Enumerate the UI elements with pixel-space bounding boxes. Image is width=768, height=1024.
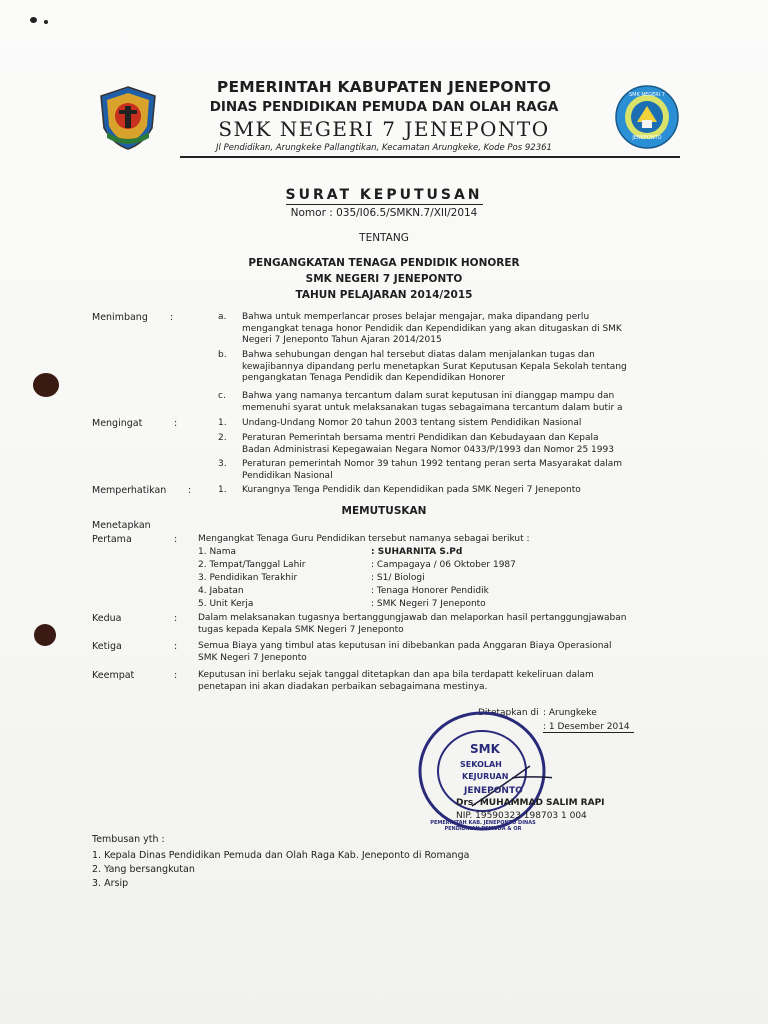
ditetapkan-value: : Arungkeke bbox=[543, 708, 597, 718]
keempat-label: Keempat bbox=[92, 670, 135, 681]
menimbang-label: Menimbang bbox=[92, 312, 148, 323]
tentang-label: TENTANG bbox=[359, 232, 409, 244]
document-number: Nomor : 035/I06.5/SMKN.7/XII/2014 bbox=[290, 207, 478, 219]
letterhead-divider bbox=[180, 156, 680, 158]
pertama-text: Mengangkat Tenaga Guru Pendidikan tersebut namanya sebagai berikut : bbox=[198, 534, 530, 544]
tembusan-label: Tembusan yth : bbox=[92, 834, 165, 845]
field-label-pendidikan: 3. Pendidikan Terakhir bbox=[198, 573, 298, 583]
colon: : bbox=[174, 613, 178, 624]
pertama-label: Pertama bbox=[92, 534, 132, 545]
stamp-center-4: JENEPONTO bbox=[464, 786, 523, 796]
text-line: SMK Negeri 7 Jeneponto bbox=[198, 652, 307, 663]
colon: : bbox=[170, 312, 174, 323]
menimbang-item-c bbox=[242, 391, 682, 414]
text-line: kewajibannya dipandang perlu menetapkan Surat Keputusan Kepala Sekolah tentang bbox=[242, 361, 627, 372]
ketiga-label: Ketiga bbox=[92, 641, 122, 652]
field-value-unit: : SMK Negeri 7 Jeneponto bbox=[371, 599, 486, 609]
mengingat-item-2 bbox=[242, 433, 682, 456]
field-label-unit: 5. Unit Kerja bbox=[198, 599, 254, 609]
subject-line-2: SMK NEGERI 7 JENEPONTO bbox=[305, 273, 463, 285]
kedua-label: Kedua bbox=[92, 613, 122, 624]
tanggal-value: : 1 Desember 2014 bbox=[543, 722, 634, 733]
text-line: Bahwa sehubungan dengan hal tersebut diatas dalam menjalankan tugas dan bbox=[242, 350, 595, 360]
text-line: Peraturan pemerintah Nomor 39 tahun 1992 tentang peran serta Masyarakat dalam bbox=[242, 459, 623, 469]
item-number: 2. bbox=[218, 433, 227, 443]
ketiga-text bbox=[198, 641, 684, 664]
memperhatikan-label: Memperhatikan bbox=[92, 485, 167, 496]
text-line: Undang-Undang Nomor 20 tahun 2003 tentang sistem Pendidikan Nasional bbox=[242, 418, 582, 428]
school-logo-text-top: SMK NEGERI 7 bbox=[628, 92, 665, 98]
mengingat-item-3 bbox=[242, 459, 682, 482]
menetapkan-label: Menetapkan bbox=[92, 520, 151, 531]
mengingat-item-1 bbox=[242, 418, 682, 430]
mengingat-label: Mengingat bbox=[92, 418, 143, 429]
stamp-center-2: SEKOLAH bbox=[460, 760, 502, 769]
field-value-pendidikan: : S1/ Biologi bbox=[371, 573, 425, 583]
text-line: Kurangnya Tenga Pendidik dan Kependidikan pada SMK Negeri 7 Jeneponto bbox=[242, 485, 581, 495]
colon: : bbox=[174, 534, 178, 545]
field-label-jabatan: 4. Jabatan bbox=[198, 586, 244, 596]
ink-blot bbox=[34, 624, 56, 646]
colon: : bbox=[174, 641, 178, 652]
subject-line-3: TAHUN PELAJARAN 2014/2015 bbox=[295, 289, 473, 301]
text-line: Peraturan Pemerintah bersama mentri Pendidikan dan Kebudayaan dan Kepala bbox=[242, 433, 599, 443]
field-value-nama: : SUHARNITA S.Pd bbox=[371, 547, 463, 557]
text-line: memenuhi syarat untuk melaksanakan tugas sebagaimana tercantum dalam butir a bbox=[242, 402, 623, 413]
tembusan-item-3: 3. Arsip bbox=[92, 878, 129, 889]
keempat-text bbox=[198, 670, 684, 693]
menimbang-item-b bbox=[242, 350, 682, 385]
item-number: 1. bbox=[218, 485, 227, 495]
text-line: tugas kepada Kepala SMK Negeri 7 Jeneponto bbox=[198, 624, 404, 635]
signatory-nip: NIP. 19590323 198703 1 004 bbox=[456, 811, 587, 821]
stamp-center-3: KEJURUAN bbox=[462, 772, 509, 781]
ink-blot bbox=[33, 373, 59, 397]
subject-line-1: PENGANGKATAN TENAGA PENDIDIK HONORER bbox=[248, 257, 520, 269]
text-line: Negeri 7 Jeneponto Tahun Ajaran 2014/2015 bbox=[242, 335, 442, 346]
text-line: Badan Administrasi Kepegawaian Negara Nomor 0433/P/1993 dan Nomor 25 1993 bbox=[242, 444, 614, 455]
item-number: 1. bbox=[218, 418, 227, 428]
field-label-ttl: 2. Tempat/Tanggal Lahir bbox=[198, 560, 306, 570]
kedua-text bbox=[198, 613, 684, 636]
ink-speck bbox=[44, 20, 48, 24]
school-logo-text-bottom: JENEPONTO bbox=[632, 135, 662, 141]
stamp-text: PEMERINTAH KAB. JENEPONTO DINAS PENDIDIKAN PEMUDA & OR bbox=[430, 820, 536, 832]
document-title: SURAT KEPUTUSAN bbox=[285, 187, 483, 203]
text-line: Bahwa untuk memperlancar proses belajar mengajar, maka dipandang perlu bbox=[242, 312, 590, 322]
letterhead-government: PEMERINTAH KABUPATEN JENEPONTO bbox=[216, 78, 552, 96]
letterhead-department: DINAS PENDIDIKAN PEMUDA DAN OLAH RAGA bbox=[209, 99, 559, 115]
ditetapkan-label: Ditetapkan di bbox=[478, 708, 539, 718]
stamp-center-1: SMK bbox=[470, 742, 500, 756]
colon: : bbox=[174, 418, 178, 429]
letterhead-address: Jl Pendidikan, Arungkeke Pallangtikan, Kecamatan Arungkeke, Kode Pos 92361 bbox=[216, 143, 552, 153]
memperhatikan-item-1 bbox=[242, 485, 682, 497]
colon: : bbox=[174, 670, 178, 681]
text-line: Semua Biaya yang timbul atas keputusan ini dibebankan pada Anggaran Biaya Operasional bbox=[198, 641, 612, 651]
field-value-jabatan: : Tenaga Honorer Pendidik bbox=[371, 586, 489, 596]
memutuskan-heading: MEMUTUSKAN bbox=[341, 505, 427, 517]
letterhead-school: SMK NEGERI 7 JENEPONTO bbox=[218, 117, 550, 141]
item-number: b. bbox=[218, 350, 227, 360]
colon: : bbox=[188, 485, 192, 496]
tembusan-item-2: 2. Yang bersangkutan bbox=[92, 864, 195, 875]
item-number: c. bbox=[218, 391, 226, 401]
ink-speck bbox=[30, 17, 37, 23]
signatory-name: Drs. MUHAMMAD SALIM RAPI bbox=[456, 798, 605, 808]
tembusan-item-1: 1. Kepala Dinas Pendidikan Pemuda dan Olah Raga Kab. Jeneponto di Romanga bbox=[92, 850, 470, 861]
text-line: penetapan ini akan diadakan perbaikan sebagaimana mestinya. bbox=[198, 681, 488, 692]
text-line: mengangkat tenaga honor Pendidik dan Kependidikan yang akan ditugaskan di SMK bbox=[242, 323, 622, 334]
item-number: 3. bbox=[218, 459, 227, 469]
text-line: Keputusan ini berlaku sejak tanggal ditetapkan dan apa bila terdapatt kekeliruan dalam bbox=[198, 670, 594, 680]
menimbang-item-a bbox=[242, 312, 682, 347]
item-number: a. bbox=[218, 312, 227, 322]
field-label-nama: 1. Nama bbox=[198, 547, 236, 557]
text-line: Pendidikan Nasional bbox=[242, 470, 333, 481]
text-line: Dalam melaksanakan tugasnya bertanggungjawab dan melaporkan hasil pertanggungjawaban bbox=[198, 613, 627, 623]
text-line: pengangkatan Tenaga Pendidik dan Kependidikan Honorer bbox=[242, 373, 505, 384]
text-line: Bahwa yang namanya tercantum dalam surat keputusan ini dianggap mampu dan bbox=[242, 391, 615, 401]
field-value-ttl: : Campagaya / 06 Oktober 1987 bbox=[371, 560, 516, 570]
